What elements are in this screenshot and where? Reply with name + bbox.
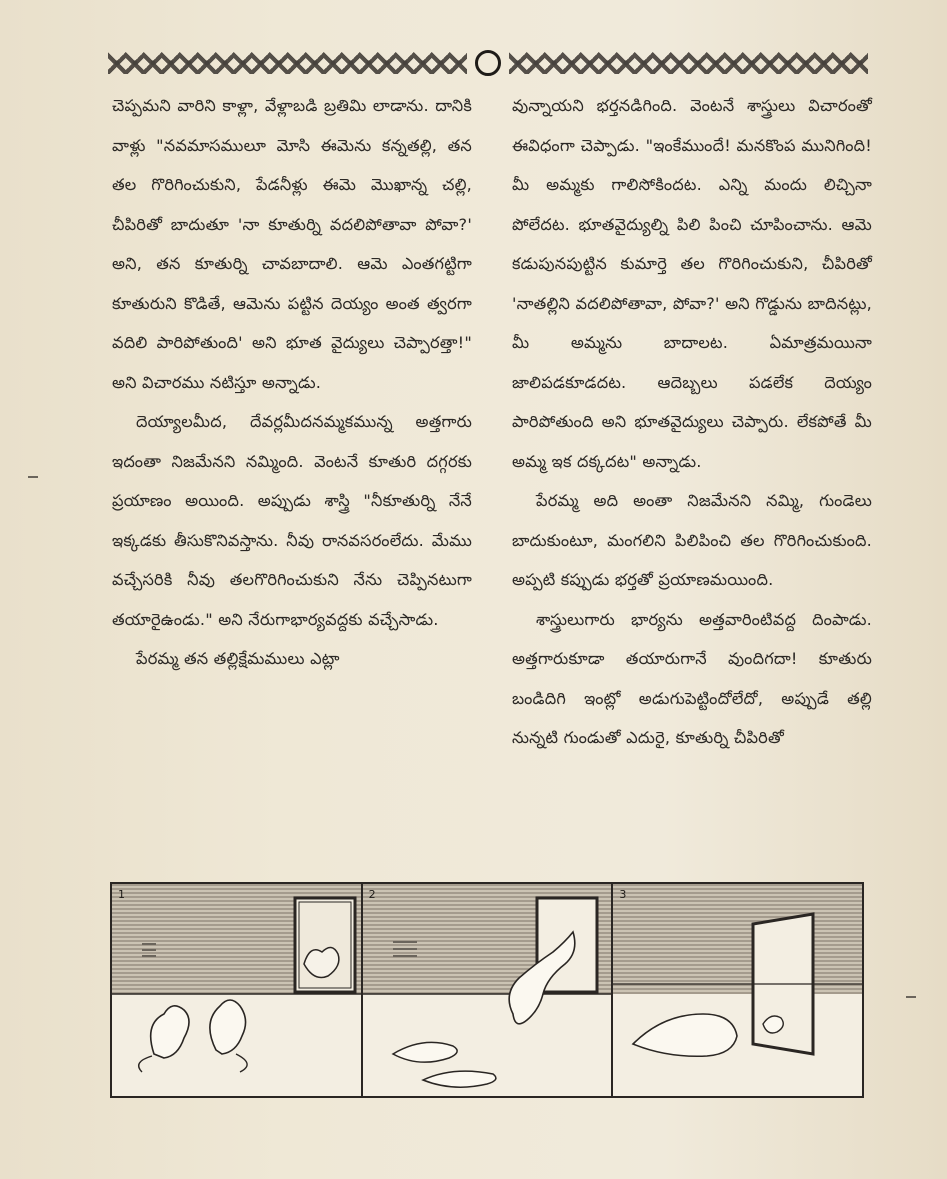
left-paragraph-1: చెప్పమని వారిని కాళ్లా, వేళ్లాబడి బ్రతిమి లాడాను. దానికి వాళ్లు "నవమాసములూ మోసి ఈమెను కన్నతల్లి, తన తల గొరిగించుకుని, పేడనీళ్లు ఈమె మొఖాన్న చల్లి, చీపిరితో బాదుతూ 'నా కూతుర్ని వదలిపోతావా పోవా?' అని, తన కూతుర్ని చావబాదాలి. ఆమె ఎంతగట్టిగా కూతురుని కొడితే, ఆమెను పట్టిన దెయ్యం అంత త్వరగా వదిలి పారిపోతుంది' అని భూత వైద్యులు చెప్పారత్తా!" అని విచారము నటిస్తూ అన్నాడు. (112, 96, 472, 392)
cat-chase-illustration (613, 884, 862, 1094)
ornament-right (509, 52, 868, 74)
panel-number: 3 (619, 888, 627, 901)
left-paragraph-3: పేరమ్మ తన తల్లిక్షేమములు ఎట్లా (136, 649, 340, 668)
decorative-border (108, 48, 868, 78)
text-columns (112, 86, 872, 872)
panel-number: 1 (118, 888, 125, 901)
mice-illustration (112, 884, 362, 1094)
comic-strip (110, 882, 864, 1098)
comic-panel-1 (112, 884, 363, 1096)
left-column (112, 86, 472, 872)
right-paragraph-1: వున్నాయని భర్తనడిగింది. వెంటనే శాస్త్రులు విచారంతో ఈవిధంగా చెప్పాడు. "ఇంకేముందే! మనకొంప మునిగింది! మీ అమ్మకు గాలిసోకిందట. ఎన్ని మందు లిచ్చినా పోలేదట. భూతవైద్యుల్ని పిలి పించి చూపించాను. ఆమె కడుపునపుట్టిన కుమార్తె తల గొరిగించుకుని, చీపిరితో 'నాతల్లిని వదలిపోతావా, పోవా?' అని గొడ్డును బాదినట్లు, మీ అమ్మను బాదాలట. ఏమాత్రమయినా జాలిపడకూడదట. ఆదెబ్బలు పడలేక దెయ్యం పారిపోతుంది అని భూతవైద్యులు చెప్పారు. లేకపోతే మీ అమ్మ ఇక దక్కదట" అన్నాడు. (512, 96, 872, 471)
right-column (512, 86, 872, 872)
margin-mark (28, 476, 38, 478)
ornament-left (108, 52, 467, 74)
right-paragraph-3: శాస్త్రులుగారు భార్యను అత్తవారింటివద్ద దింపాడు. అత్తగారుకూడా తయారుగానే వుందిగదా! కూతురు బండిదిగి ఇంట్లో అడుగుపెట్టిందోలేదో, అప్పుడే తల్లి నున్నటి గుండుతో ఎదురై, కూతుర్ని చీపిరితో (512, 609, 872, 747)
ornament-circle (475, 50, 501, 76)
left-paragraph-2: దెయ్యాలమీద, దేవర్లమీదనమ్మకమున్న అత్తగారు ఇదంతా నిజమేనని నమ్మింది. వెంటనే కూతురి దగ్గరకు ప్రయాణం అయింది. అప్పుడు శాస్త్రి "నీకూతుర్ని నేనే ఇక్కడకు తీసుకొనివస్తాను. నీవు రానవసరంలేదు. మేము వచ్చేసరికి నీవు తలగొరిగించుకుని నేను చెప్పినటుగా తయారైఉండు." అని నేరుగాభార్యవద్దకు వచ్చేసాడు. (112, 412, 472, 629)
cat-jump-illustration (363, 884, 613, 1094)
comic-panel-3 (613, 884, 862, 1096)
right-paragraph-2: పేరమ్మ అది అంతా నిజమేనని నమ్మి, గుండెలు బాదుకుంటూ, మంగలిని పిలిపించి తల గొరిగించుకుంది. అప్పటి కప్పుడు భర్తతో ప్రయాణమయింది. (512, 491, 872, 589)
margin-mark (906, 996, 916, 998)
comic-panel-2 (363, 884, 614, 1096)
panel-number: 2 (368, 888, 376, 901)
